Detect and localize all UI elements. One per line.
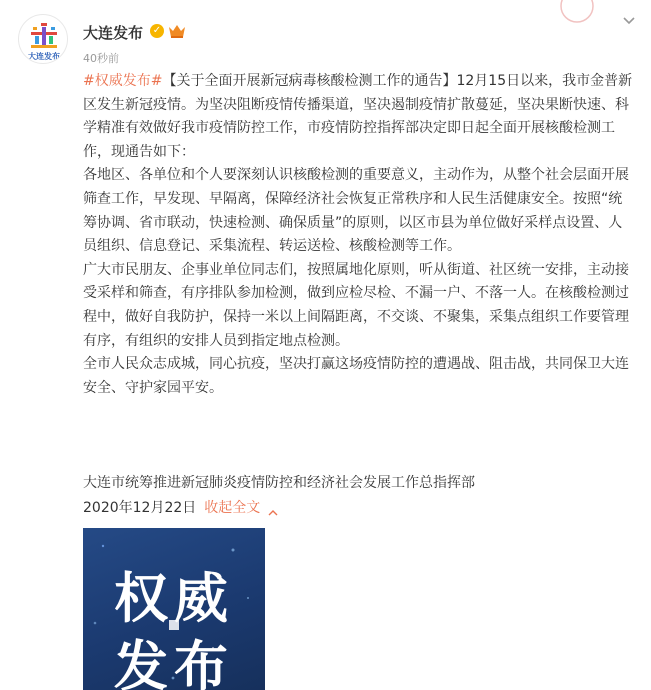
issuing-organization: 大连市统筹推进新冠肺炎疫情防控和经济社会发展工作总指挥部 <box>83 475 475 491</box>
avatar-logo-text: 大连发布 <box>28 52 60 61</box>
post-content <box>83 70 633 400</box>
chevron-up-icon[interactable] <box>268 503 278 513</box>
member-icon[interactable] <box>168 23 186 39</box>
lead-text: 【关于全面开展新冠病毒核酸检测工作的通告】12月15日以来，我市金普新区发生新冠疫情。为坚决阻断疫情传播渠道，坚决遏制疫情扩散蔓延，坚决果断快速、科学精准有效做好我市疫情防控工作，市疫情防控指挥部决定即日起全面开展核酸检测工作，现通告如下： <box>83 73 633 160</box>
paragraph-1: 各地区、各单位和个人要深刻认识核酸检测的重要意义，主动作为，从整个社会层面开展筛查工作，早发现、早隔离，保障经济社会恢复正常秩序和人民生活健康安全。按照“统筹协调、省市联动，快速检测、确保质量”的原则，以区市县为单位做好采样点设置、人员组织、信息登记、采集流程、转运送检、核酸检测等工作。 <box>83 167 629 255</box>
collapse-button[interactable]: 收起全文 <box>204 500 261 516</box>
issue-date: 2020年12月22日 <box>83 500 197 516</box>
verified-badge-icon: ✓ <box>150 24 164 38</box>
paragraph-2: 广大市民朋友、企事业单位同志们，按照属地化原则，听从街道、社区统一安排，主动接受采样和筛查，有序排队参加检测，做到应检尽检、不漏一户、不落一人。在核酸检测过程中，做好自我防护，保持一米以上间隔距离，不交谈、不聚集，采集点组织工作要管理有序，有组织的安排人员到指定地点检测。 <box>83 261 629 349</box>
post-lead <box>83 70 633 164</box>
watermark-stamp <box>555 0 599 26</box>
topic-link[interactable]: #权威发布# <box>83 73 163 89</box>
account-name[interactable]: 大连发布 <box>83 24 144 42</box>
avatar[interactable] <box>18 14 68 64</box>
poster-title-line2: 发布 <box>114 635 234 690</box>
post-time[interactable]: 40秒前 <box>83 52 119 65</box>
date-line <box>83 497 278 519</box>
poster-title-line1: 权威 <box>114 567 234 630</box>
paragraph-3: 全市人民众志成城，同心抗疫，坚决打赢这场疫情防控的遭遇战、阻击战，共同保卫大连安全、守护家园平安。 <box>83 356 629 396</box>
poster-image[interactable] <box>83 528 265 690</box>
chevron-down-icon[interactable] <box>621 12 637 28</box>
